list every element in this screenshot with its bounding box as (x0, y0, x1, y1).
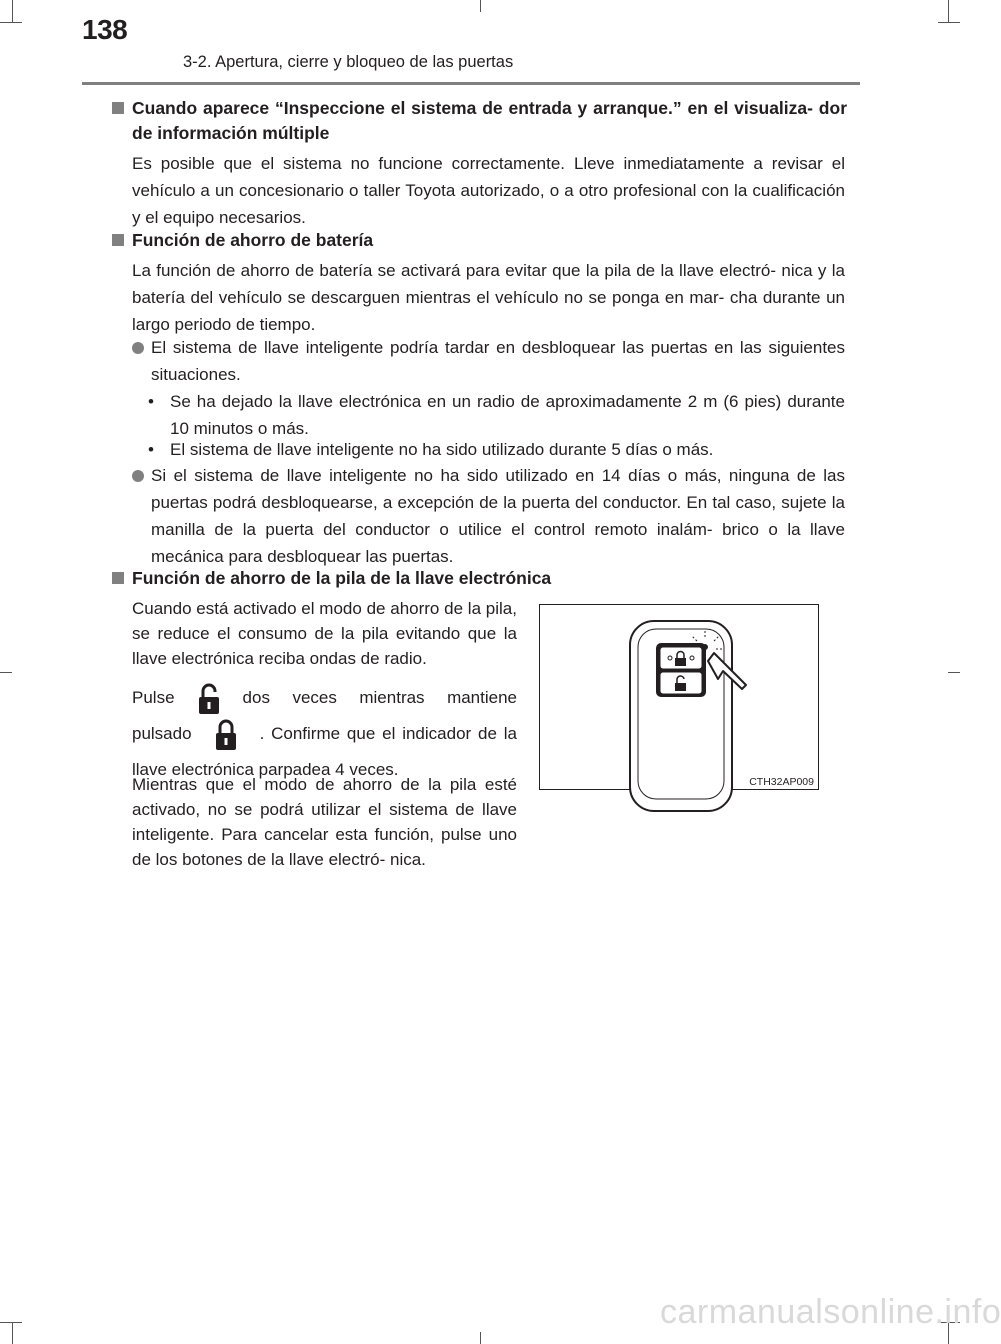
circle-bullet-icon (132, 342, 144, 354)
lock-icon (206, 718, 246, 752)
crop-mark (948, 672, 960, 673)
square-bullet-icon (112, 234, 124, 246)
paragraph: Cuando está activado el modo de ahorro de la pila, se reduce el consumo de la pila evitando que la llave electrónica reciba ondas de radio. (132, 599, 517, 668)
circle-bullet-icon (132, 470, 144, 482)
paragraph: Mientras que el modo de ahorro de la pila esté activado, no se podrá utilizar el sistema de llave inteligente. Para cancelar esta función, pulse uno de los botones de la llave electró- nica. (132, 775, 517, 869)
crop-mark (480, 0, 481, 12)
square-bullet-icon (112, 572, 124, 584)
sub-item: • El sistema de llave inteligente no ha sido utilizado durante 5 días o más. (148, 440, 714, 459)
sub-item: • Se ha dejado la llave electrónica en un radio de aproximadamente 2 m (6 pies) durante 10 minutos o más. (148, 392, 845, 438)
crop-mark (480, 1332, 481, 1344)
key-illustration (539, 604, 819, 790)
figure-code: CTH32AP009 (749, 776, 814, 788)
crop-mark (12, 1322, 13, 1344)
smart-key-icon (540, 605, 818, 789)
crop-mark (12, 0, 13, 22)
crop-mark (948, 0, 949, 22)
section-heading: Función de ahorro de batería (112, 228, 847, 253)
page-number: 138 (82, 14, 128, 45)
section-heading: Función de ahorro de la pila de la llave electrónica (112, 566, 847, 591)
paragraph: Es posible que el sistema no funcione correctamente. Lleve inmediatamente a revisar el vehículo a un concesionario o taller Toyota autorizado, o a otro profesional con la cualificación y el equipo necesarios. (132, 154, 845, 227)
bullet-item: Si el sistema de llave inteligente no ha sido utilizado en 14 días o más, ninguna de las puertas podrá desbloquearse, a excepción de la puerta del conductor. En tal caso, sujete la manilla de la puerta del conductor o utilice el control remoto inalám- brico o la llave mecánica para desbloquear las puertas. (132, 462, 845, 570)
bullet-item: El sistema de llave inteligente podría tardar en desbloquear las puertas en las siguientes situaciones. (132, 334, 845, 388)
crop-mark (0, 672, 12, 673)
crop-mark (938, 22, 960, 23)
crop-mark (0, 22, 22, 23)
header-rule (82, 82, 860, 85)
paragraph: La función de ahorro de batería se activará para evitar que la pila de la llave electró- nica y la batería del vehículo se descarguen mientras el vehículo no se ponga en mar- cha durante un largo periodo de tiempo. (132, 261, 845, 334)
square-bullet-icon (112, 102, 124, 114)
section-heading: Cuando aparece “Inspeccione el sistema de entrada y arranque.” en el visualiza- dor de información múltiple (112, 96, 847, 146)
unlock-icon (189, 682, 229, 716)
section-title: 3-2. Apertura, cierre y bloqueo de las puertas (183, 53, 514, 71)
crop-mark (0, 1322, 22, 1323)
paragraph-with-icons: Pulse dos veces mientras mantiene pulsado . Confirme que el indicador de la llave electrónica parpadea 4 veces. (132, 680, 517, 788)
watermark: carmanualsonline.info (660, 1293, 1001, 1331)
